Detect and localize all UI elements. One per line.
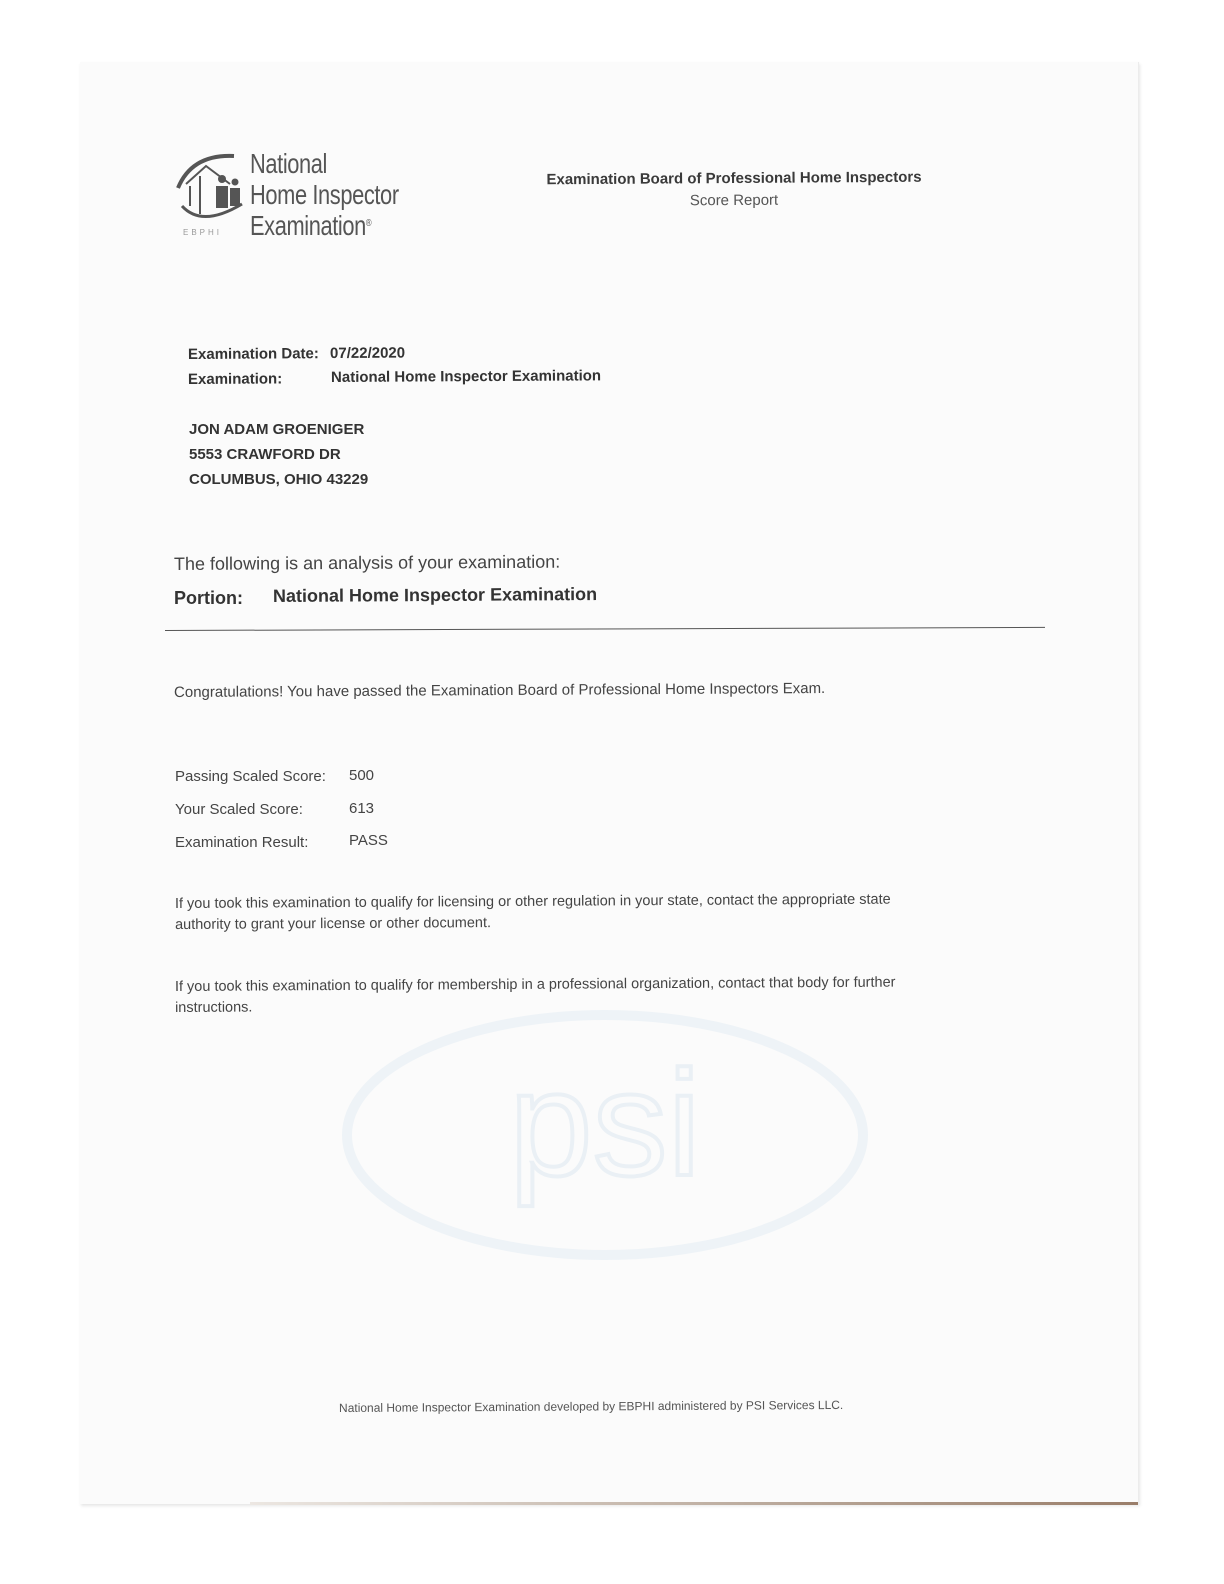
trademark-symbol: ® [365, 218, 372, 229]
logo-wordmark [250, 148, 399, 241]
footer-note: National Home Inspector Examination developed by EBPHI administered by PSI Services LLC. [338, 1397, 844, 1415]
logo-line-3: Examination® [250, 210, 372, 241]
licensing-paragraph: If you took this examination to qualify for licensing or other regulation in your state, contact the appropriate state authority to grant your license or other document. [174, 891, 891, 933]
passing-score-value: 500 [349, 767, 375, 784]
sheet-bottom-edge [250, 1502, 1138, 1505]
report-subtitle: Score Report [689, 191, 779, 210]
exam-result-label: Examination Result: [175, 834, 309, 851]
exam-date-label: Examination Date: [187, 345, 319, 363]
exam-value: National Home Inspector Examination [330, 367, 602, 386]
logo-line-1: National [250, 148, 328, 179]
logo-subtext: EBPHI [183, 228, 223, 237]
passing-score-label: Passing Scaled Score: [175, 768, 326, 785]
psi-watermark-text: psi [509, 1039, 701, 1207]
exam-date-value: 07/22/2020 [329, 344, 406, 362]
membership-paragraph: If you took this examination to qualify for membership in a professional organization, contact that body for further instructions. [174, 974, 896, 1016]
logo-line-2: Home Inspector [250, 179, 399, 210]
congratulations-message: Congratulations! You have passed the Examination Board of Professional Home Inspectors Exam. [173, 680, 826, 701]
your-score-value: 613 [349, 800, 375, 817]
candidate-street: 5553 CRAWFORD DR [189, 446, 341, 463]
psi-watermark [340, 1010, 870, 1260]
analysis-intro: The following is an analysis of your examination: [173, 551, 561, 574]
candidate-city-state-zip: COLUMBUS, OHIO 43229 [189, 471, 369, 488]
exam-label: Examination: [187, 370, 283, 388]
exam-result-value: PASS [349, 832, 388, 849]
portion-value: National Home Inspector Examination [272, 584, 598, 606]
portion-label: Portion: [174, 588, 243, 608]
your-score-label: Your Scaled Score: [175, 801, 303, 818]
candidate-name: JON ADAM GROENIGER [189, 421, 365, 438]
organization-title: Examination Board of Professional Home Inspectors [546, 168, 922, 189]
